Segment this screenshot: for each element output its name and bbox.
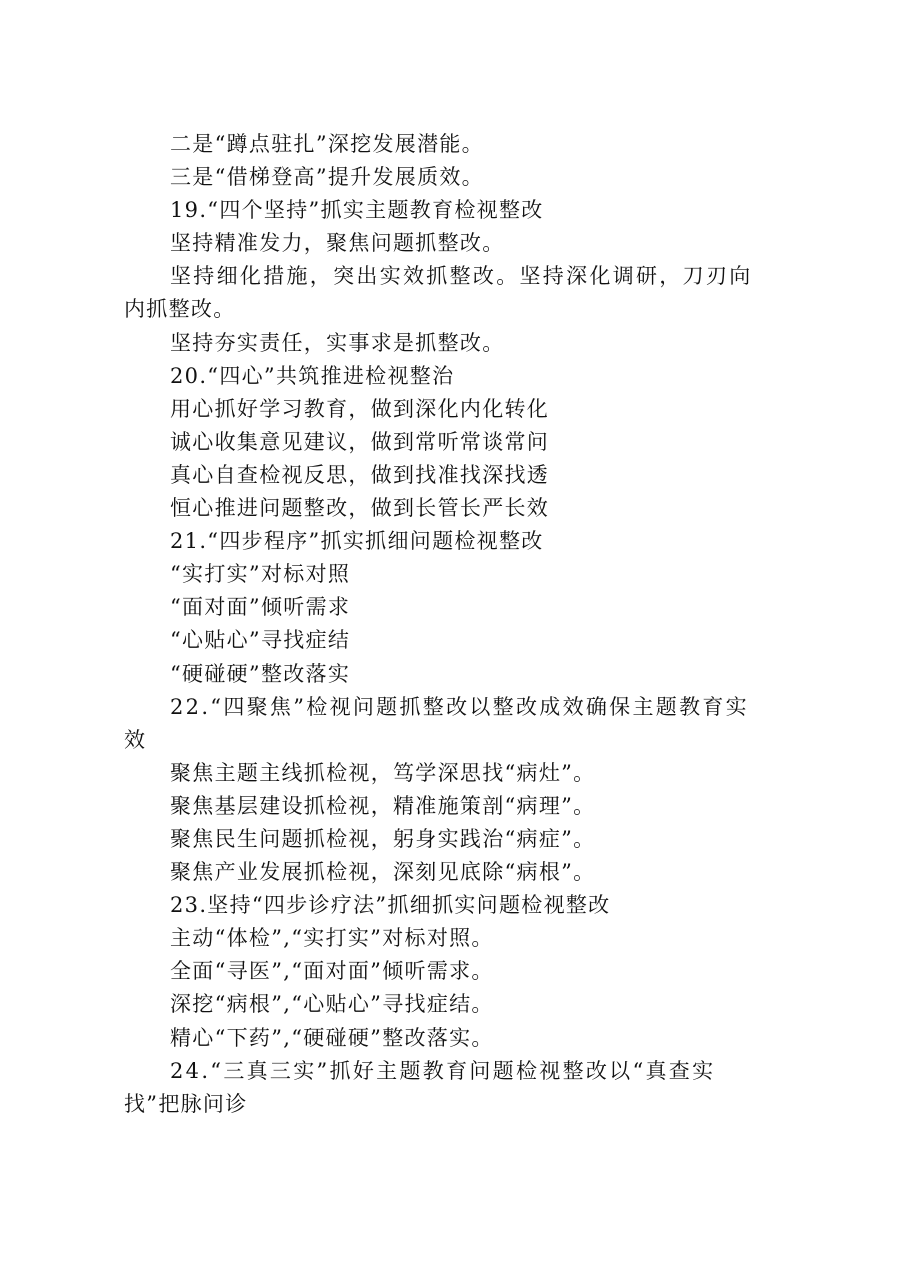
paragraph-line: 坚持夯实责任，实事求是抓整改。 bbox=[170, 330, 505, 355]
paragraph-line: “硬碰硬”整改落实 bbox=[170, 661, 351, 686]
paragraph-line: 聚焦主题主线抓检视，笃学深思找“病灶”。 bbox=[170, 760, 596, 785]
section-heading: 19.“四个坚持”抓实主题教育检视整改 bbox=[170, 198, 544, 223]
section-heading: 23.坚持“四步诊疗法”抓细抓实问题检视整改 bbox=[170, 893, 611, 918]
paragraph-line: 恒心推进问题整改，做到长管长严长效 bbox=[170, 496, 550, 521]
paragraph-line: 聚焦产业发展抓检视，深刻见底除“病根”。 bbox=[170, 860, 596, 885]
paragraph-line: 内抓整改。 bbox=[124, 297, 236, 322]
section-heading-continuation: 找”把脉问诊 bbox=[124, 1091, 248, 1116]
section-heading: 21.“四步程序”抓实抓细问题检视整改 bbox=[170, 529, 544, 554]
paragraph-line: 坚持精准发力，聚焦问题抓整改。 bbox=[170, 231, 505, 256]
paragraph-line: 全面“寻医”,“面对面”倾听需求。 bbox=[170, 959, 494, 984]
paragraph-line: 真心自查检视反思，做到找准找深找透 bbox=[170, 462, 550, 487]
paragraph-line: 聚焦民生问题抓检视，躬身实践治“病症”。 bbox=[170, 826, 596, 851]
paragraph-line: “实打实”对标对照 bbox=[170, 562, 351, 587]
paragraph-line: 主动“体检”,“实打实”对标对照。 bbox=[170, 926, 494, 951]
paragraph-line: 用心抓好学习教育，做到深化内化转化 bbox=[170, 396, 550, 421]
paragraph-line: 坚持细化措施，突出实效抓整改。坚持深化调研，刀刃向 bbox=[170, 264, 753, 289]
paragraph-line: “心贴心”寻找症结 bbox=[170, 628, 351, 653]
paragraph-line: 二是“蹲点驻扎”深挖发展潜能。 bbox=[170, 132, 484, 156]
document-body bbox=[124, 128, 796, 1121]
paragraph-line: 三是“借梯登高”提升发展质效。 bbox=[170, 165, 484, 190]
paragraph-line: 深挖“病根”,“心贴心”寻找症结。 bbox=[170, 992, 494, 1017]
paragraph-line: 精心“下药”,“硬碰硬”整改落实。 bbox=[170, 1025, 494, 1050]
section-heading-continuation: 效 bbox=[124, 727, 147, 752]
section-heading: 22.“四聚焦”检视问题抓整改以整改成效确保主题教育实 bbox=[170, 694, 749, 719]
section-heading: 24.“三真三实”抓好主题教育问题检视整改以“真查实 bbox=[170, 1058, 716, 1083]
paragraph-line: 聚焦基层建设抓检视，精准施策剖“病理”。 bbox=[170, 793, 596, 818]
section-heading: 20.“四心”共筑推进检视整治 bbox=[170, 363, 455, 388]
paragraph-line: 诚心收集意见建议，做到常听常谈常问 bbox=[170, 429, 550, 454]
paragraph-line: “面对面”倾听需求 bbox=[170, 595, 351, 620]
